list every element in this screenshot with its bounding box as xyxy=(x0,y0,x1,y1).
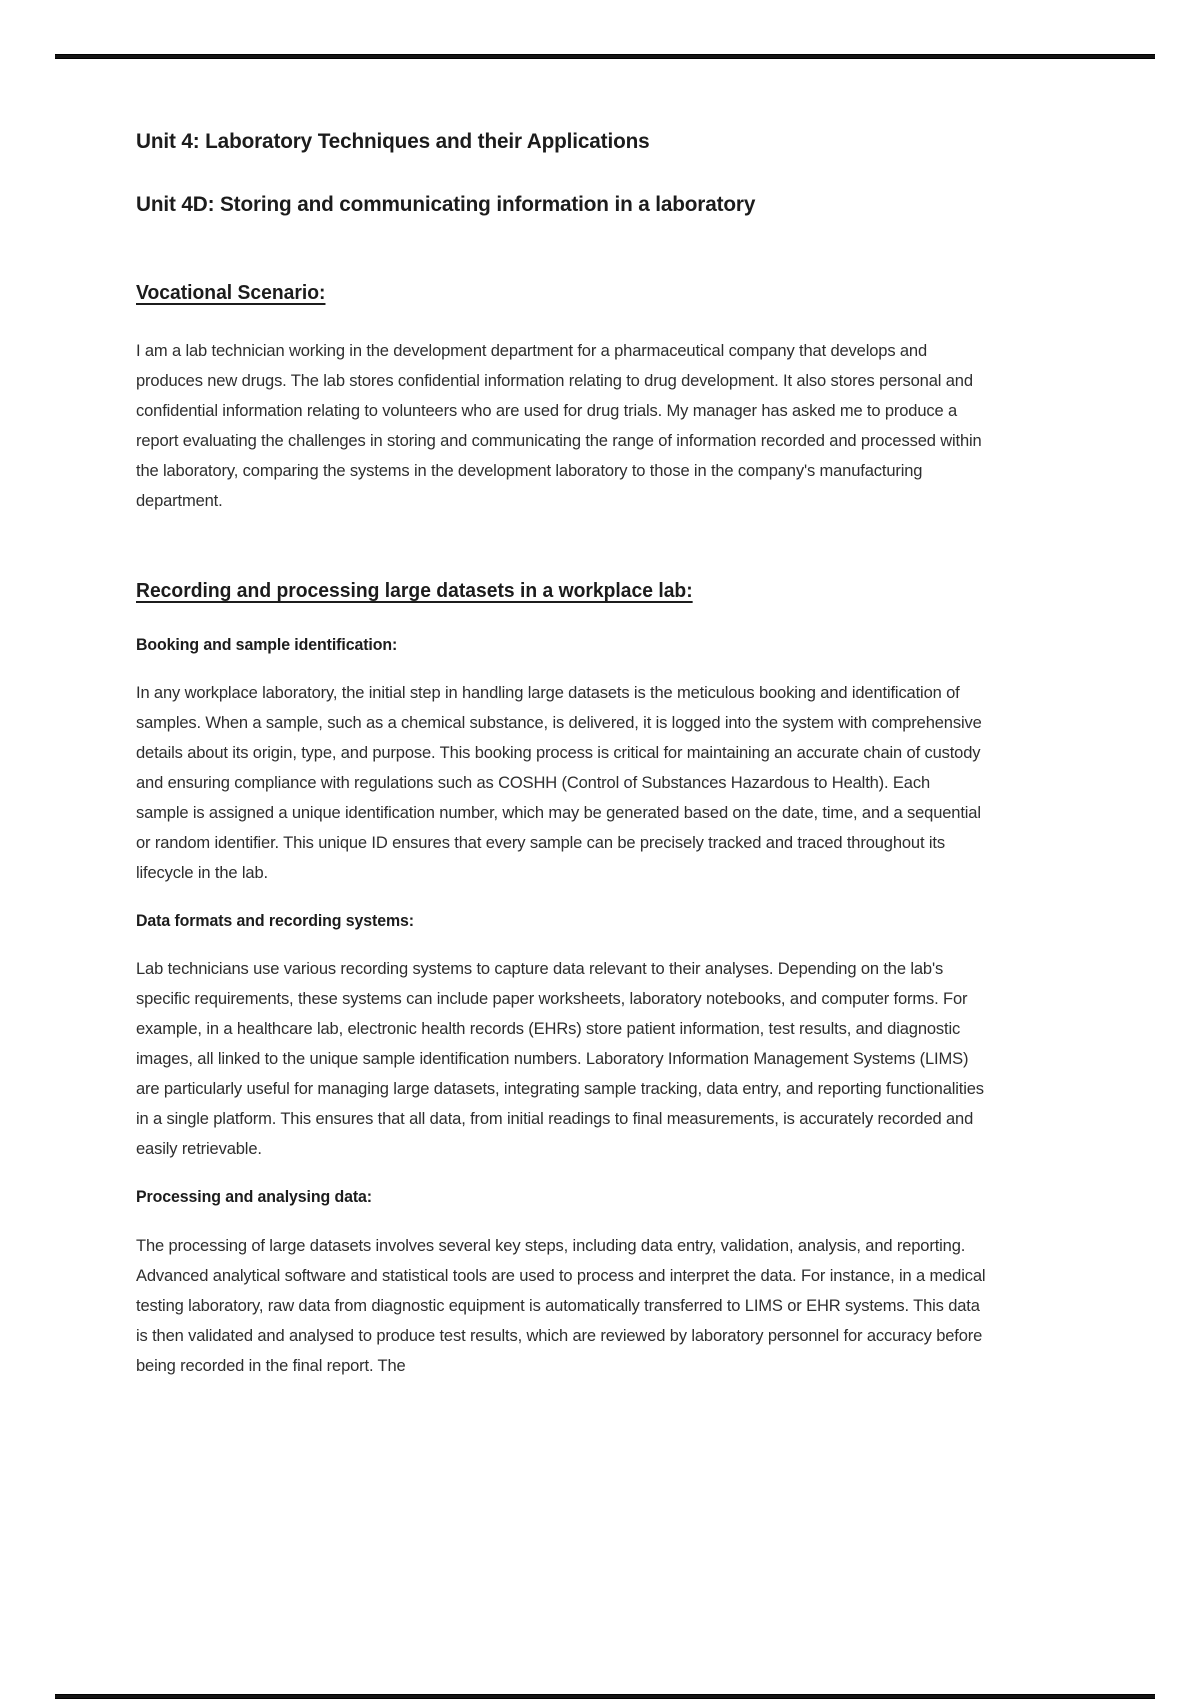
subheading-booking-sample-identification: Booking and sample identification: xyxy=(136,635,398,654)
section-heading-vocational-scenario: Vocational Scenario: xyxy=(136,281,326,304)
spacer xyxy=(136,516,1010,578)
unit-subtitle: Unit 4D: Storing and communicating information in a laboratory xyxy=(136,191,756,216)
spacer xyxy=(136,218,1010,280)
spacer xyxy=(136,656,1010,678)
spacer xyxy=(136,604,1010,634)
section-heading-recording-processing: Recording and processing large datasets in a workplace lab: xyxy=(136,579,693,602)
unit-title: Unit 4: Laboratory Techniques and their Applications xyxy=(136,129,650,153)
page-bottom-rule xyxy=(55,1694,1155,1699)
spacer xyxy=(136,1164,1010,1186)
vocational-scenario-paragraph: I am a lab technician working in the development department for a pharmaceutical company that develops and produces new drugs. The lab stores confidential information relating to drug development. It also stores personal and confidential information relating to volunteers who are used for drug trials. My manager has asked me to produce a report evaluating the challenges in storing and communicating the range of information recorded and processed within the laboratory, comparing the systems in the development laboratory to those in the company's manufacturing department. xyxy=(136,340,982,510)
data-formats-recording-systems-paragraph: Lab technicians use various recording systems to capture data relevant to their analyses. Depending on the lab's specific requirements, these systems can include paper worksheets, laboratory notebooks, and computer forms. For example, in a healthcare lab, electronic health records (EHRs) store patient information, test results, and diagnostic images, all linked to the unique sample identification numbers. Laboratory Information Management Systems (LIMS) are particularly useful for managing large datasets, integrating sample tracking, data entry, and reporting functionalities in a single platform. This ensures that all data, from initial readings to final measurements, is accurately recorded and easily retrievable. xyxy=(136,959,984,1159)
spacer xyxy=(136,932,1010,954)
page-top-rule xyxy=(55,54,1155,59)
document-body xyxy=(136,128,1010,1381)
spacer xyxy=(136,888,1010,910)
subheading-data-formats-recording-systems: Data formats and recording systems: xyxy=(136,912,415,931)
spacer xyxy=(136,1209,1010,1231)
booking-sample-identification-paragraph: In any workplace laboratory, the initial step in handling large datasets is the meticulous booking and identification of samples. When a sample, such as a chemical substance, is delivered, it is logged into the system with comprehensive details about its origin, type, and purpose. This booking process is critical for maintaining an accurate chain of custody and ensuring compliance with regulations such as COSHH (Control of Substances Hazardous to Health). Each sample is assigned a unique identification number, which may be generated based on the date, time, and a sequential or random identifier. This unique ID ensures that every sample can be precisely tracked and traced throughout its lifecycle in the lab. xyxy=(136,683,982,883)
spacer xyxy=(136,306,1010,336)
subheading-processing-analysing-data: Processing and analysing data: xyxy=(136,1188,373,1207)
processing-analysing-data-paragraph: The processing of large datasets involves several key steps, including data entry, validation, analysis, and reporting. Advanced analytical software and statistical tools are used to process and interpret the data. For instance, in a medical testing laboratory, raw data from diagnostic equipment is automatically transferred to LIMS or EHR systems. This data is then validated and analysed to produce test results, which are reviewed by laboratory personnel for accuracy before being recorded in the final report. The xyxy=(136,1235,986,1375)
